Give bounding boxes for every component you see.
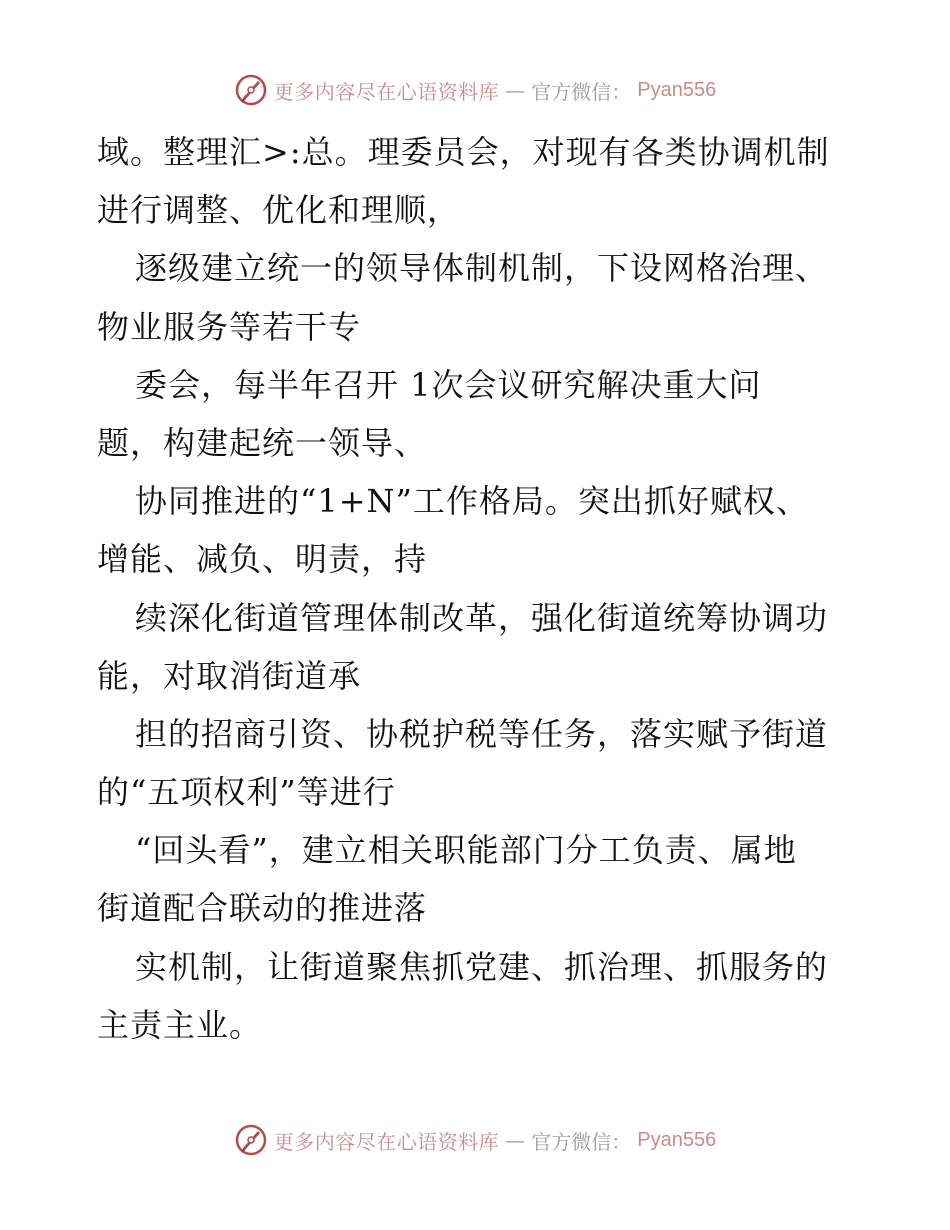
text-line: 续深化街道管理体制改革，强化街道统筹协调功 [135,598,829,637]
watermark-label: 官方微信： [531,79,632,104]
text-line: 的“五项权利”等进行 [97,773,396,812]
watermark-text: 更多内容尽在心语资料库 [273,79,500,104]
text-line: 逐级建立统一的领导体制机制，下设网格治理、 [135,249,829,288]
text-line: 担的招商引资、协税护税等任务，落实赋予街道 [135,714,829,753]
watermark-text: 更多内容尽在心语资料库 [273,1129,500,1154]
text-line: 委会，每半年召开 1次会议研究解决重大问 [135,365,762,404]
text-line: 物业服务等若干专 [97,307,362,346]
footer-watermark [0,1120,950,1160]
text-line: 实机制，让街道聚焦抓党建、抓治理、抓服务的 [135,947,829,986]
quill-seal-icon [234,1123,268,1157]
text-line: 能，对取消街道承 [97,656,362,695]
text-line: 协同推进的“1+N”工作格局。突出抓好赋权、 [135,482,809,521]
text-line: 进行调整、优化和理顺， [97,191,461,230]
document-body [97,123,857,1054]
text-line: 域。整理汇>:总。理委员会，对现有各类协调机制 [97,133,830,171]
text-line: 增能、减负、明责，持 [97,540,428,579]
quill-seal-icon [234,73,268,107]
header-watermark [0,70,950,110]
watermark-separator: — [505,1128,526,1152]
text-line: 题，构建起统一领导、 [97,423,428,462]
text-line: 街道配合联动的推进落 [97,889,428,928]
watermark-separator: — [505,78,526,102]
text-line: 主责主业。 [97,1005,263,1044]
watermark-label: 官方微信： [531,1129,632,1154]
watermark-id: Pyan556 [637,1128,717,1151]
watermark-id: Pyan556 [637,78,717,101]
text-line: “回头看”，建立相关职能部门分工负责、属地 [135,831,797,870]
